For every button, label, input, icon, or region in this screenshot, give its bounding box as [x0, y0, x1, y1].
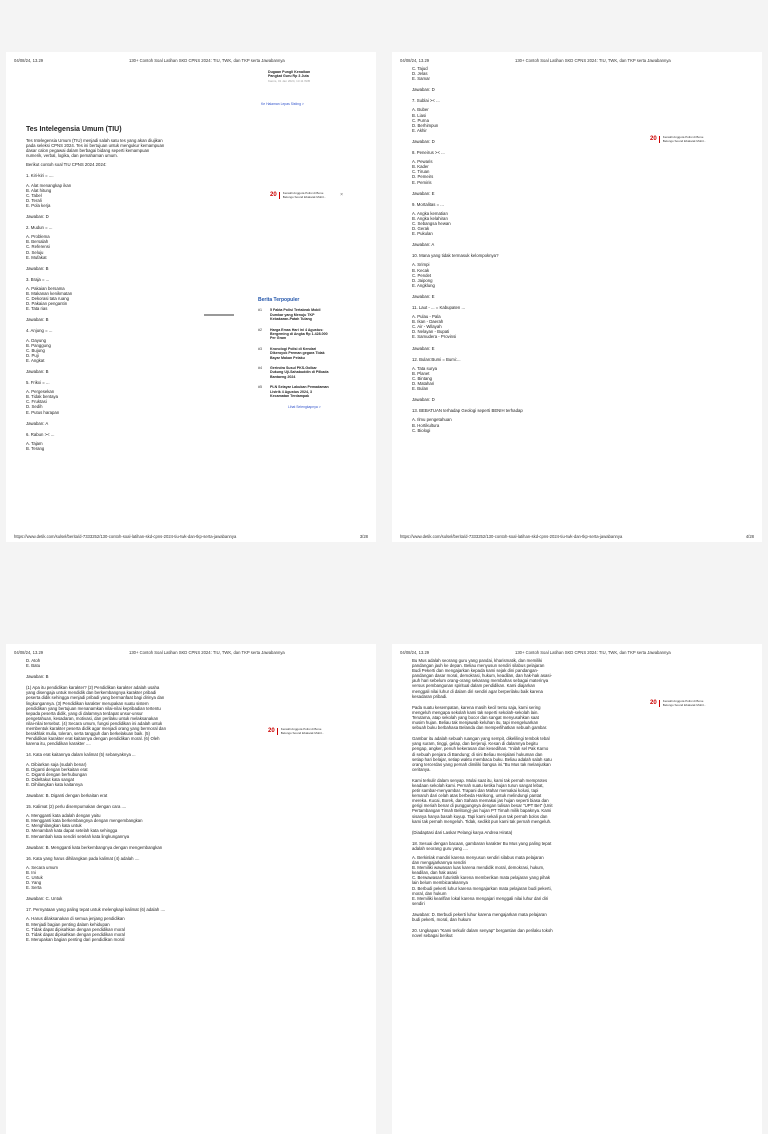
header-title: 130+ Contoh Soal Latihan SKD CPNS 2024: TIU, TWK, dan TKP serta Jawabannya: [515, 58, 671, 63]
passage-line: Kami terkulir dalam senyap. Mulai saat itu, kami tak pernah memprotes: [412, 777, 548, 783]
passage: [26, 685, 236, 746]
answer-option: E. Dihilangkan kata kaitannya: [26, 781, 83, 787]
answer-option: B. Tidak bentaya: [26, 394, 59, 400]
ad-line: Belongo Sound Ebakvak Mobil...: [282, 194, 327, 199]
passage-line: musim hujan. Beliau tak menjawab keluhan itu, tapi mengeluarkan: [412, 720, 539, 726]
ad-line: Kenakli Anggota Polisi di Bone: [662, 135, 704, 140]
answer-option: D. Puji: [26, 352, 39, 358]
passage-line: lingkungannya. (3) Pendidikan karakter merupakan suatu sistem: [26, 700, 149, 706]
lead-options: [412, 66, 622, 81]
passage-line: Pertambangan Timah Belitong)-jas hujan PT Timah milik bapaknya. Kami: [412, 808, 552, 814]
answer-option: D. Berbudi pekerti luhur karena mengajarkan mata pelajaran budi pekerti,: [412, 885, 552, 891]
print-page-left-bottom: [6, 644, 376, 1134]
rank-number: #1: [258, 308, 262, 313]
answer-option: sendiri: [412, 900, 425, 906]
answer: Jawaban: D: [26, 214, 49, 220]
answer-option: B. Diganti dengan berkaitan erat: [26, 766, 88, 772]
intro-line: numerik, verbal, logika, dan pemahaman umum.: [26, 153, 118, 159]
answer-option: A. Pulau - Pala: [412, 314, 441, 320]
question-text: 20. Ungkapan "Kami terkulir dalam senyap" bergantian dan perilaku tokoh: [412, 928, 553, 934]
answer-option: E. Angkat: [26, 357, 45, 363]
passage-line: peserta didik sehingga menjadi pribadi yang bermanfaat bagi dirinya dan: [26, 695, 165, 701]
answer-option: A. Secara umum: [26, 864, 59, 870]
answer-option: B. Panggung: [26, 342, 51, 348]
passage-line: menggali nilai luhur di dalam diri sendiri agar berperilaku baik karena: [412, 688, 543, 694]
answer-option: C. Fruktasi: [26, 399, 47, 405]
answer-option: C. Tiruan: [412, 169, 430, 175]
ad-line: Belongo Sound Ebakvak Mobil...: [662, 138, 707, 143]
popular-headline: PLN Selayar Lakukan Pemadaman Listrik 4 Agustus 2024, 3 Kecamatan Terdampak: [270, 385, 329, 399]
question-text: 9. Mortalitas = ...: [412, 201, 444, 207]
answer-option: A. Alat menangkap ikan: [26, 182, 72, 188]
answer-option: B. Memiliki wawasan luas karena mendidik moral, demokrasi, hukum,: [412, 865, 545, 871]
answer: Jawaban: D: [412, 397, 435, 403]
answer-option: B. Ini: [26, 869, 36, 875]
ad-line: Kenakli Anggota Polisi di Bone: [282, 191, 324, 196]
question-text: 18. Sesuai dengan bacaan, gambaran karakter Bu Mus yang paling tepat: [412, 840, 552, 846]
answer-option: B. Planet: [412, 370, 430, 376]
answer-option: lain belum membicarakannya: [412, 880, 468, 886]
question-list: [412, 98, 622, 438]
passage-line: versus pembangunan spiritual dalam pendidikan. Kami diajarkan: [412, 683, 536, 689]
popular-list: [258, 308, 330, 398]
answer-option: E. Menambah kata sendiri setelah kata lingkungannya: [26, 833, 130, 839]
ad-line: Kenakli Anggota Polisi di Bone: [662, 699, 704, 704]
passage-line: sisanya hanya basah kuyup. Tapi kami sekali pun tak pernah bolos dan: [412, 813, 548, 819]
question-text: 3. Braja = ...: [26, 276, 50, 282]
answer-option: B. Bersalah: [26, 239, 49, 245]
answer-option: C. Berwawasan futuristik karena memberikan mata pelajaran yang pihak: [412, 875, 551, 881]
more-link[interactable]: Ke Halaman Lepas Sisting >: [261, 102, 304, 106]
popular-item[interactable]: [258, 347, 330, 360]
header-date: 04/08/24, 13.29: [14, 650, 44, 655]
answer: Jawaban: B: [26, 369, 49, 374]
answer-option: A. Mengganti kata adalah dengan yaitu: [26, 813, 101, 819]
print-page-4: [392, 52, 762, 542]
popular-item[interactable]: [258, 308, 330, 321]
answer-option: A. Problema: [26, 234, 50, 240]
passage-line: yang disengaja untuk mendidik dan berkembangnya karakter pribadi: [26, 690, 157, 696]
answer-option: B. Hortikultura: [412, 422, 440, 428]
passage-line: Gambar itu adalah sebuah ruangan yang sempit, dikelilingi tembok tebal: [412, 736, 550, 742]
passage-line: yang suram, tinggi, gelap, dan berjeruji. Kesan di dalamnya begitu: [412, 741, 538, 747]
answer-option: C. Untuk: [26, 875, 43, 880]
passage-line: (1) Apa itu pendidikan karakter? (2) Pendidikan karakter adalah usaha: [26, 685, 160, 691]
answer-option: C. Pendet: [412, 272, 432, 278]
ad-line: Belongo Sound Ebakvak Mobil...: [280, 730, 325, 735]
ad-banner[interactable]: [268, 728, 324, 735]
header-title: 130+ Contoh Soal Latihan SKD CPNS 2024: TIU, TWK, dan TKP serta Jawabannya: [129, 650, 285, 655]
ad-logo: 20: [650, 699, 657, 706]
passage: [412, 658, 622, 830]
answer: Jawaban: B. Diganti dengan berkaitan erat: [26, 792, 108, 798]
answer-option: D. Nelayan - Bupati: [412, 329, 450, 335]
answer-option: E. Pola kerja: [26, 202, 51, 208]
loading-dots: [204, 314, 234, 316]
answer-option: E. Memiliki keariflan lokal karena mengajari menggali nilai luhur dari diri: [412, 895, 549, 901]
question-text: 5. Frikxi = ...: [26, 380, 50, 386]
passage-line: karena itu, pendidikan karakter ....: [26, 741, 91, 747]
passage-line: membentuk karakter peserta didik agar menjadi orang yang bermoral dan: [26, 726, 166, 732]
passage-line: pengetahuan, kesadaran, motivasi, dan perilaku untuk melaksanakan: [26, 715, 159, 721]
question-text: 14. Kata erat kaitannya dalam kalimat (5) sebanyaknya ...: [26, 752, 136, 758]
passage-line: Pada suatu kesempatan, karena masih kecil tentu saja, kami sering: [412, 704, 541, 710]
ad-line: Kenakli Anggota Polisi di Bone: [280, 727, 322, 732]
answer-option: C. Tabel: [26, 192, 42, 198]
answer-option: E. Merupakan bagian penting dari pendidikan moral: [26, 936, 125, 942]
answer-option: C. Air - Wilayah: [412, 324, 442, 330]
intro-2: Berikut contoh soal TIU CPNS 2024 2024:: [26, 162, 107, 168]
question-list: [26, 752, 236, 948]
header-date: 04/08/24, 13.29: [400, 58, 430, 63]
article-body: [412, 658, 622, 948]
answer-option: E. Akhir: [412, 127, 427, 133]
passage-line: Bu Mus adalah seorang guru yang pandai, kharismatik, dan memiliki: [412, 658, 543, 663]
answer-option: B. Angka kelahiran: [412, 215, 448, 221]
answer-option: C. Bujung: [26, 347, 45, 353]
popular-headline: Gerindra Susul PKS-Golkar Dukung Uji-Sahabuddin di Pilkada Bantaeng 2024: [270, 366, 329, 379]
footer-url: https://www.detik.com/sulsel/berita/d-7333252/130-contoh-soal-latihan-skd-cpns-2024-tiu-twk-dan-tkp-serta-jawabannya: [14, 534, 237, 539]
answer-option: E. Samudera - Provinsi: [412, 334, 457, 340]
question-text: 16. Kata yang harus dihilangkan pada kalimat (4) adalah ....: [26, 855, 140, 861]
intro-paragraph: [26, 138, 236, 158]
answer-option: A. Tajam: [26, 440, 43, 446]
print-page-3: [6, 52, 376, 542]
popular-headline: 5 Fakta Polisi Tertabrak Mobil Dumkar yang Menuju TKP Kebakaran-Patah Tulang: [270, 308, 321, 322]
answer-option: A. Dibiarkan saja (sudah benar): [26, 761, 87, 767]
answer: Jawaban: E: [412, 190, 435, 196]
header-date: 04/08/24, 13.29: [14, 58, 44, 63]
answer: Jawaban: B. Mengganti kata berkembangnya dengan mengembangkan: [26, 844, 163, 850]
answer-option: dan mengajarkannya sendiri: [412, 860, 466, 866]
answer-option: D. Pemeirs: [412, 174, 434, 180]
rank-number: #2: [258, 327, 262, 332]
question-text: 13. BEBATUAN terhadap Geologi seperti BENIH terhadap: [412, 408, 523, 414]
passage-line: pengap, angker, penuh kekerasan dan kesedihan. "Inilah sel Pak Karno: [412, 746, 549, 752]
answer-option: D. Gerak: [412, 226, 430, 232]
passage-line: Terutama, atap sekolah yang bocor dan sangat menyusahkan saat: [412, 714, 539, 720]
see-more-link[interactable]: Lihat Selengkapnya >: [288, 404, 321, 409]
answer-option: A. Angka kematian: [412, 210, 448, 216]
answer-option: D. Menambah kata dapat setelah kata sehingga: [26, 828, 118, 834]
intro-line: Tes Intelegensia Umum (TIU) menjadi salah satu tes yang akan diujikan: [26, 138, 163, 143]
passage-line: kesadaran pribadi.: [412, 693, 448, 699]
answer: Jawaban: B: [26, 674, 49, 680]
passage-line: sebuah buku berbahasa Belanda dan memperlihatkan sebuah gambar.: [412, 725, 548, 731]
answer-option: B. Liasi: [412, 112, 427, 118]
question-text: 1. Kiri-kiri = ....: [26, 173, 54, 179]
answer-option: D. Matahari: [412, 381, 435, 387]
answer-option: D. Jelas: [412, 71, 428, 77]
passage-line: Budi Pekerti dan mengajarkan kepada kami sejak dini pandangan-: [412, 668, 539, 674]
answer-option: E. Angklung: [412, 282, 435, 288]
answer-option: moral, dan hukum: [412, 890, 447, 896]
header-date: 04/08/24, 13.29: [400, 650, 430, 655]
answer-option: B. Alat hitung: [26, 187, 52, 193]
answer-option: C. Referensi: [26, 244, 50, 250]
answer-option: D. Seluju: [26, 249, 44, 255]
answer-option: C. Purna: [412, 117, 429, 123]
answer: budi pekerti, moral, dan hukum: [412, 917, 471, 923]
answer-option: D. Tidak dapat dipisahkan dengan pendidikan moral: [26, 931, 125, 937]
related-meta: Kamis, 01 Jan 2024, 13.11 WIB: [268, 78, 310, 83]
answer: Jawaban: E: [412, 345, 435, 351]
ad-line: Belongo Sound Ebakvak Mobil...: [662, 702, 707, 707]
section-title: Tes Intelegensia Umum (TIU): [26, 126, 122, 133]
answer-option: C. Menghilangkan kata untuk: [26, 823, 82, 829]
answer-option: A. Ilmu pengetahuan: [412, 417, 452, 423]
question-text: 15. Kalimat (2) perlu disempurnakan dengan cara ....: [26, 804, 127, 810]
answer-option: D. Dideltakut kata sangat: [26, 776, 75, 782]
intro-line: dasar calon pegawai dalam berbagai bidang seperti kemampuan: [26, 148, 150, 154]
passage-line: setiap hari belajar, setiap waktu membaca buku. Beliau adalah salah satu: [412, 756, 552, 762]
ad-banner[interactable]: [650, 136, 706, 143]
intro-line: pada seleksi CPNS 2024. Tes ini bertujuan untuk mengukur kemampuan: [26, 143, 165, 149]
close-icon[interactable]: ×: [340, 191, 343, 198]
question-text: 6. Rabun >< ...: [26, 431, 55, 437]
answer-option: C. Tidak dapat dipisahkan dengan pendidikan moral: [26, 926, 125, 932]
question-text: novel sebagai berikut: [412, 933, 453, 939]
answer-option: C. Sebangsa hewan: [412, 220, 451, 226]
answer: Jawaban: A: [26, 420, 49, 426]
page-number: 4/28: [745, 534, 754, 539]
rank-number: #4: [258, 366, 262, 371]
answer-option: A. Pewaris: [412, 159, 433, 165]
passage-line: mengeluh mengapa sekolah kami tak seperti sekolah-sekolah lain.: [412, 709, 539, 715]
answer-option: D. Jaipong: [412, 277, 433, 283]
popular-title: Berita Terpopuler: [258, 297, 300, 303]
article-body: [412, 66, 622, 439]
answer-option: C. Bintang: [412, 375, 433, 381]
popular-headline: Kronologi Polisi di Kendari Dikeroyok Preman gegara Tidak Bayar Makan Pelaku: [270, 346, 325, 360]
question-text: 2. Mudun = ...: [26, 225, 53, 231]
answer-option: C. Diganti dengan berhubungan: [26, 771, 87, 777]
passage-line: pendidikan yang bertujuan menanamkan nilai-nilai kepribadian tertentu: [26, 705, 161, 711]
answer: Jawaban: A: [412, 242, 435, 248]
answer-option: D. Sedih: [26, 404, 43, 410]
answer: Jawaban: D: [412, 87, 435, 93]
passage-line: ceritanya.: [412, 766, 431, 772]
answer-option: B. Kader: [412, 164, 429, 170]
answer-option: D. Yang: [26, 880, 42, 886]
answer: Jawaban: E: [412, 293, 435, 299]
passage-line: pandangan dasar moral, demokrasi, hukum, keadilan, dan hak-hak asasi-: [412, 673, 552, 679]
ad-logo: 20: [268, 727, 275, 734]
related-title-2: Pangkat Guru Rp 3 Juta: [268, 74, 309, 79]
answer-option: E. Mufakat: [26, 254, 47, 260]
question-text: adalah seorang guru yang ....: [412, 845, 468, 851]
answer-option: E. Tata rias: [26, 306, 48, 312]
answer: Jawaban: B: [26, 265, 49, 271]
ad-banner[interactable]: [270, 192, 343, 199]
footer-url: https://www.detik.com/sulsel/berita/d-7333252/130-contoh-soal-latihan-skd-cpns-2024-tiu-twk-dan-tkp-serta-jawabannya: [400, 534, 623, 539]
answer-option: A. Tata surya: [412, 365, 437, 371]
answer: Jawaban: D: [412, 138, 435, 144]
source: (Diadaptasi dari Laskar Pelangi karya Andrea Hirata): [412, 829, 513, 835]
rank-number: #3: [258, 346, 262, 351]
passage-line: orang tercerdas yang pernah dimiliki bangsa ini."Bu Mus tak melanjutkan: [412, 761, 551, 767]
answer-option: A. Dayung: [26, 337, 47, 343]
answer: Jawaban: C. Untuk: [26, 896, 63, 902]
answer-option: E. Samar: [412, 76, 430, 82]
answer-option: E. Serta: [26, 885, 42, 891]
popular-item[interactable]: [258, 328, 330, 341]
answer-option: D. Pakaian pengantin: [26, 301, 68, 307]
answer-option: B. Kecak: [412, 267, 430, 273]
answer-option: A. Srimpi: [412, 262, 430, 268]
answer-option: C. Biologi: [412, 427, 431, 433]
passage-line: pandangan jauh ke depan. Beliau menyusun sendiri silabus pelajaran: [412, 663, 545, 669]
passage-line: kemaruh dari celah atas berbeda Harikong, untuk melindungi pantat: [412, 793, 542, 799]
passage-line: keadaan sekolah kami. Pernah suatu ketika hujan turun sangat lebat,: [412, 782, 544, 788]
header-title: 130+ Contoh Soal Latihan SKD CPNS 2024: TIU, TWK, dan TKP serta Jawabannya: [515, 650, 671, 655]
answer-option: A. Harus dilaksanakan di semua jenjang pendidikan: [26, 916, 125, 922]
answer-option: B. Mengganti kata berkembangnya dengan mengembangkan: [26, 818, 143, 824]
answer-option: E. Bulan: [412, 386, 429, 392]
answer-option: A. Pakaian bersama: [26, 285, 65, 291]
ad-logo: 20: [270, 191, 277, 198]
passage-line: Pendidikan karakter erat kaitannya dengan pendidikan moral. (6) Oleh: [26, 736, 160, 742]
question-text: 11. Laut - ... = Kabupaten ...: [412, 305, 466, 310]
answer-option: keadilan, dan hak asasi: [412, 870, 457, 876]
question-text: 4. Anjung = ...: [26, 328, 53, 334]
answer-option: B. Ikan - Daerah: [412, 319, 444, 325]
question-text: 8. Peneirus >< ...: [412, 150, 445, 156]
answer: Jawaban: D. Berbudi pekerti luhur karena mengajarkan mata pelajaran: [412, 911, 547, 917]
question-text: 17. Pernyataan yang paling tepat untuk melengkapi kalimat (6) adalah ....: [26, 907, 166, 913]
ad-banner[interactable]: [650, 700, 706, 707]
passage-line: petir sambar-menyambar. Trapani dan Mahar memakai kolusi, tapi: [412, 788, 539, 794]
ad-logo: 20: [650, 135, 657, 142]
passage-line: mereka. Kucai, Borek, dan Sahara memakai jas hujan seperti biasa dan: [412, 798, 549, 804]
answer-option: D. Atoh: [26, 658, 41, 663]
answer-option: D. Berhimpun: [412, 122, 439, 128]
question-list: [412, 841, 622, 949]
lead-options: [26, 658, 236, 668]
passage-line: kepada peserta didik, yang di dalamnya terdapat unsur-unsur: [26, 710, 143, 716]
answer-option: A. Buber: [412, 107, 429, 113]
passage-line: di sebuah penjara di Bandung; di sini Beliau menjalani hukuman dan: [412, 751, 543, 757]
answer-option: E. Pukulan: [412, 231, 433, 237]
passage-line: kami tak pernah mengeluh. Tidak, sedikit pun kami tak pernah mengeluh.: [412, 818, 552, 824]
header-title: 130+ Contoh Soal Latihan SKD CPNS 2024: TIU, TWK, dan TKP serta Jawabannya: [129, 58, 285, 63]
popular-headline: Harga Emas Hari ini 4 Agustus: Bergeming di Angka Rp 1.428.000 Per Gram: [270, 327, 328, 341]
passage-line: gerigi meriah benar di punggungnya dengan tulisan besar "UPT Bet" (Unit: [412, 803, 553, 809]
page-number: 3/28: [359, 534, 368, 539]
question-text: 12. Bulan:Bumi = Bumi:...: [412, 356, 461, 362]
question-text: 7. Sublai >< ...: [412, 98, 440, 104]
answer-option: D. Terali: [26, 197, 42, 203]
related-article[interactable]: [268, 70, 310, 83]
passage-line: nilai-nilai tersebut. (4) Secara umum, fungsi pendidikan ini adalah untuk: [26, 720, 163, 726]
answer-option: B. Menjadi bagian penting dalam kehidupan: [26, 921, 110, 927]
answer: Jawaban: B: [26, 317, 49, 323]
popular-item[interactable]: [258, 385, 330, 398]
popular-news: [258, 298, 330, 409]
related-title-1: Dugaan Pungli Kenaikan: [268, 70, 311, 74]
popular-item[interactable]: [258, 366, 330, 379]
answer-option: C. Tajud: [412, 66, 428, 71]
answer-option: B. Terang: [26, 445, 45, 451]
article-body: [26, 658, 236, 948]
passage-line: jauh hari sebelum orang-orang sekarang membahas sebagai materinya: [412, 678, 549, 684]
answer-option: E. Putus harapan: [26, 409, 60, 415]
answer-option: A. Pergesekan: [26, 389, 55, 395]
question-text: 10. Mana yang tidak termasuk kelompoknya?: [412, 253, 499, 259]
answer-option: E. Batu: [26, 663, 41, 669]
answer-option: B. Makanan kenikmatan: [26, 290, 73, 296]
answer-option: C. Dekorasi tata ruang: [26, 296, 69, 302]
print-page-right-bottom: [392, 644, 762, 1134]
answer-option: E. Pemiris: [412, 179, 432, 185]
answer-option: A. Berkinlak mandiri karena menyusun sendiri silabus mata pelajaran: [412, 855, 544, 860]
passage-line: berakhlak mulia, toleran, serta tangguh dan berkelakuan baik. (5): [26, 731, 150, 737]
rank-number: #5: [258, 385, 262, 390]
article-body: [26, 120, 236, 457]
